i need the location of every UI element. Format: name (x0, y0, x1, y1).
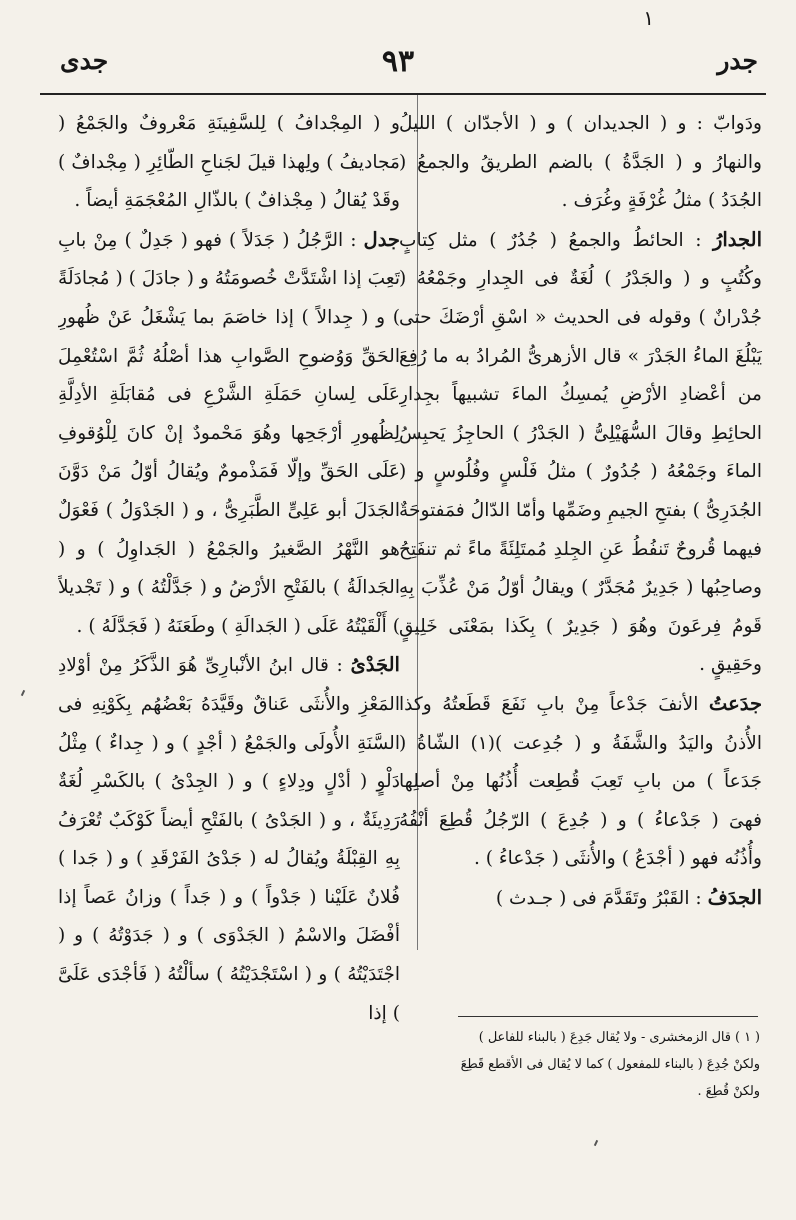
running-head-right: جدر (717, 46, 758, 75)
entry-text: : القَبْرُ وتَقَدَّمَ فى ( جـدث ) (495, 887, 702, 909)
entry-paragraph (399, 104, 762, 221)
entry-text: : الحائطُ والجمعُ ( جُدُرٌ ) مثل كِتابٍ وكُتُبٍ و ( والجَدْرُ ) لُغَةٌ فى الجِدارِ وجَمْعُهُ ( جُدْرانٌ ) وقوله فى الحديث « اسْقِ أرْضَكَ حتى يَبْلُغَ الماءُ الجَدْرَ » قال الأزهرىُّ المُرادُ به ما رُفِعَ من أعْضادِ الأرْضِ يُمسِكُ الماءَ تشبيهاً بجِدارِ الحائِطِ وقالَ السُّهَيْلِىُّ ( الجَدْرُ ) الحاجِزُ يَحبِسُ الماءَ وجَمْعُهُ ( جُدُورٌ ) مثلُ فَلْسٍ وفُلُوسٍ و ( الجُدَرِىُّ ) بفتحِ الجيمِ وضَمِّها وأمّا الدّالُ فمَفتوحَةٌ فيهما قُروحٌ تَنفُطُ عَنِ الجِلدِ مُمتَلِئَةً ماءً ثم تنفَتِحُ وصاحِبُها ( جَدِيرٌ مُجَدَّرٌ ) ويقالُ أوّلُ مَنْ عُذِّبَ بِهِ قَومُ فِرعَونَ وهُوَ ( جَدِيرٌ ) بِكَذا بمَعْنَى خَلِيقٍ وحَقِيقٍ . (399, 229, 762, 676)
entry-text: ودَوابّ : و ( الجديدان ) و ( الأجدّان ) الليلُ والنهارُ و ( الجَدَّةُ ) بالضم الطريقُ والجمعُ ( الجُدَدُ ) مثلُ غُرْفَةٍ وغُرَف . (399, 113, 762, 212)
corner-mark: ١ (643, 6, 654, 30)
entry-paragraph (58, 221, 400, 647)
entry-paragraph (399, 221, 762, 685)
running-head-left: جدى (60, 46, 109, 75)
entry-paragraph (399, 879, 762, 919)
right-column (399, 104, 762, 918)
entry-headword: جدَعتُ (708, 691, 762, 715)
footnote-rule (458, 1016, 758, 1017)
entry-text: : قال ابنُ الأنْبارِىِّ هُوَ الذَّكَرُ مِنْ أوْلادِ المَعْزِ والأُنثَى عَناقٌ وقَيَّدَهُ بَعْضُهُم بِكَوْنِهِ فى السَّنَةِ الأُولَى والجَمْعُ ( أجْدٍ ) و ( جِداءٌ ) مِثْلُ دَلْوٍ ( أدْلٍ ودِلاءٍ ) و ( الجِدْىُ ) بالكَسْرِ لُغَةٌ رَدِيئَةٌ ، و ( الجَدْىُ ) بالفَتْحِ أيضاً كَوْكَبٌ تُعْرَفُ بِهِ القِبْلَةُ ويُقالُ له ( جَدْىُ الفَرْقَدِ ) و ( جَدا ) فُلانٌ عَلَيْنا ( جَدْواً ) و ( جَداً ) وزانُ عَصاً إذا أفْضَلَ والاسْمُ ( الجَدْوَى ) و ( جَدَوْتُهُ ) و ( اجْتَدَيْتُهُ ) و ( اسْتَجْدَيْتُهُ ) سألْتُهُ ( فَأجْدَى عَلَىَّ ) إذا (58, 655, 400, 1024)
entry-headword: الجدَفُ (707, 885, 762, 909)
entry-headword: جدل (363, 227, 400, 251)
left-column (58, 104, 400, 1033)
header-rule (40, 93, 766, 95)
scan-speck (21, 690, 25, 696)
scan-speck (594, 1140, 598, 1146)
entry-paragraph (58, 104, 400, 221)
entry-text: و ( المِجْدافُ ) لِلسَّفِينَةِ مَعْروفٌ والجَمْعُ ( مَجاديفُ ) ولِهذا قيلَ لجَناحِ الطّائِرِ ( مِجْدافٌ ) وقَدْ يُقالُ ( مِجْذافٌ ) بالذّالِ المُعْجَمَةِ أيضاً . (58, 113, 400, 212)
entry-paragraph (58, 646, 400, 1033)
footnote-line: ( ١ ) قال الزمخشرى - ولا يُقال جَدِعَ ( بالبناء للفاعل ) (478, 1030, 760, 1045)
entry-text: الأنفَ جَدْعاً مِنْ بابِ نَفَعَ قَطَعتُهُ وكذا الأُذنُ واليَدُ والشَّفَةُ و ( جُدِعت )(١) الشّاةُ ( جَدَعاً ) من بابِ تَعِبَ قُطِعت أُذُنُها مِنْ أصلِها فهىَ ( جَدْعاءُ ) و ( جُدِعَ ) الرّجُلُ قُطِعَ أنْفُهُ وأُذُنُه فهو ( أجْدَعُ ) والأُنثَى ( جَدْعاءُ ) . (399, 693, 762, 870)
entry-text: : الرَّجُلُ ( جَدَلاً ) فهو ( جَدِلٌ ) مِنْ بابِ تَعِبَ إذا اشْتَدَّتْ خُصومَتُهُ و ( جادَلَ ) ( مُجادَلَةً ) و ( جِدالاً ) إذا خاصَمَ بما يَشْغَلُ عَنْ ظُهورِ الحَقِّ وَوُضوحِ الصَّوابِ هذا أصْلُهُ ثُمَّ اسْتُعْمِلَ عَلَى لِسانِ حَمَلَةِ الشَّرْعِ فى مُقابَلَةِ الأدِلَّةِ لِظُهورِ أرْجَحِها وهُوَ مَحْمودٌ إنْ كانَ لِلْوُقوفِ عَلَى الحَقِّ وإلّا فَمَذْمومٌ ويُقالُ أوّلُ مَنْ دَوَّنَ الجَدَلَ أبو عَلِىٍّ الطَّبَرِىُّ ، و ( الجَدْوَلُ ) فَعْوَلٌ هو النَّهْرُ الصَّغيرُ والجَمْعُ ( الجَداوِلُ ) و ( الجَدالَةُ ) بالفَتْحِ الأرْضُ و ( جَدَّلْتُهُ ) و ( تَجْديلاً ) أَلْقَيْتُهُ عَلَى ( الجَدالَةِ ) وطَعَنَهُ ( فَجَدَّلَهُ ) . (58, 229, 400, 637)
footnote (398, 1024, 760, 1105)
footnote-line: ولكنْ جُدِعَ ( بالبناء للمفعول ) كما لا يُقال فى الأقطع قَطِعَ (460, 1057, 760, 1072)
entry-headword: الجَدْىُ (350, 653, 400, 677)
page-number: ٩٣ (381, 44, 415, 79)
footnote-line: ولكنْ قُطِعَ . (697, 1084, 760, 1099)
entry-headword: الجدارُ (712, 227, 762, 251)
entry-paragraph (399, 685, 762, 879)
